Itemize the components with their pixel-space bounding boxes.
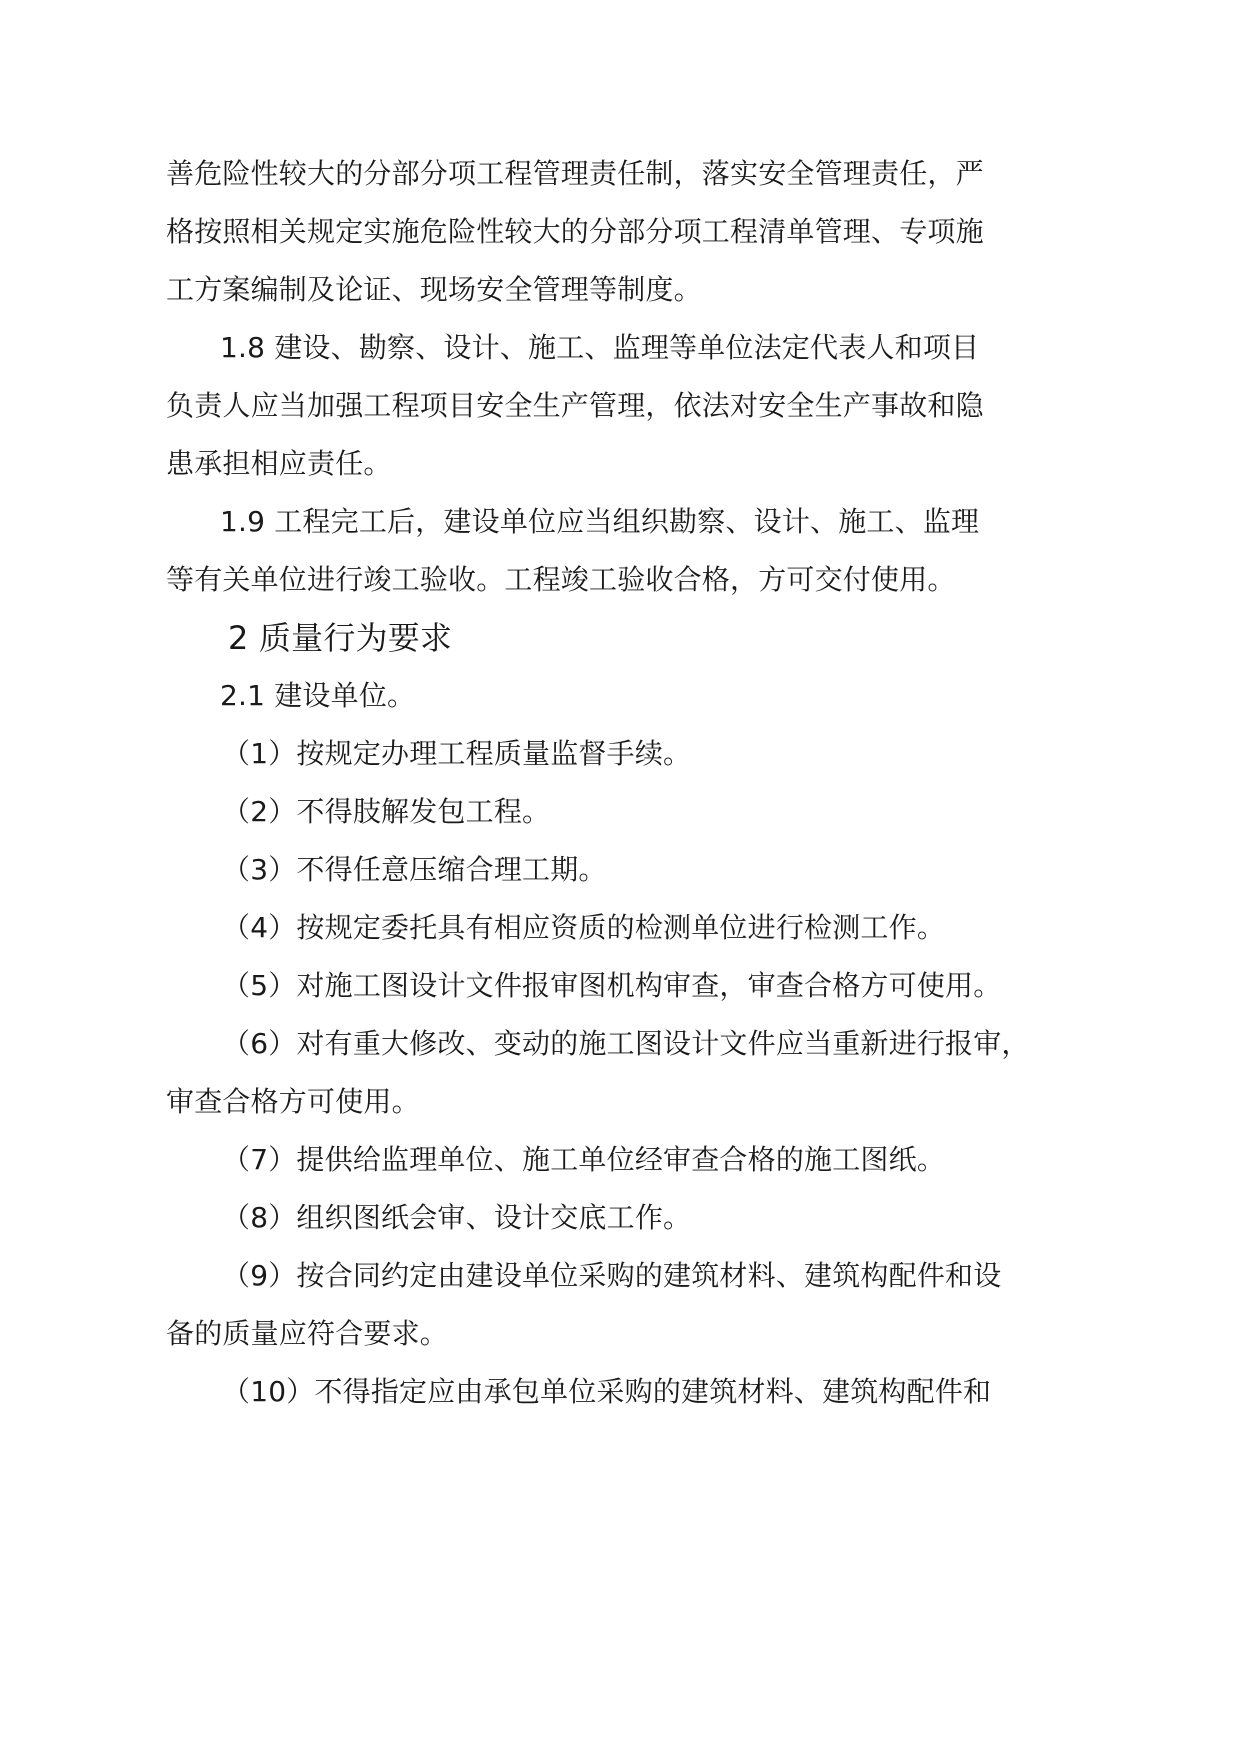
list-item: （1）按规定办理工程质量监督手续。 — [222, 737, 692, 770]
paragraph-line: 工方案编制及论证、现场安全管理等制度。 — [166, 273, 702, 306]
list-item: （9）按合同约定由建设单位采购的建筑材料、建筑构配件和设 — [222, 1259, 1002, 1292]
list-item: （5）对施工图设计文件报审图机构审查，审查合格方可使用。 — [222, 969, 1002, 1002]
list-item: （7）提供给监理单位、施工单位经审查合格的施工图纸。 — [222, 1143, 946, 1176]
section-heading: 2 质量行为要求 — [228, 619, 453, 657]
paragraph-line: 善危险性较大的分部分项工程管理责任制，落实安全管理责任，严 — [166, 157, 984, 190]
paragraph-line: 等有关单位进行竣工验收。工程竣工验收合格，方可交付使用。 — [166, 563, 956, 596]
list-item: （3）不得任意压缩合理工期。 — [222, 853, 607, 886]
list-item: （6）对有重大修改、变动的施工图设计文件应当重新进行报审， — [222, 1027, 1030, 1060]
paragraph-line: 格按照相关规定实施危险性较大的分部分项工程清单管理、专项施 — [166, 215, 984, 248]
paragraph-line: 患承担相应责任。 — [166, 447, 392, 480]
subsection-heading: 2.1 建设单位。 — [220, 679, 416, 712]
list-item: （2）不得肢解发包工程。 — [222, 795, 551, 828]
list-item-continuation: 备的质量应符合要求。 — [166, 1317, 449, 1350]
paragraph-line: 1.8 建设、勘察、设计、施工、监理等单位法定代表人和项目 — [220, 331, 980, 364]
list-item: （4）按规定委托具有相应资质的检测单位进行检测工作。 — [222, 911, 946, 944]
paragraph-line: 1.9 工程完工后，建设单位应当组织勘察、设计、施工、监理 — [220, 505, 980, 538]
paragraph-line: 负责人应当加强工程项目安全生产管理，依法对安全生产事故和隐 — [166, 389, 984, 422]
list-item-continuation: 审查合格方可使用。 — [166, 1085, 420, 1118]
list-item: （10）不得指定应由承包单位采购的建筑材料、建筑构配件和 — [222, 1375, 992, 1408]
list-item: （8）组织图纸会审、设计交底工作。 — [222, 1201, 692, 1234]
